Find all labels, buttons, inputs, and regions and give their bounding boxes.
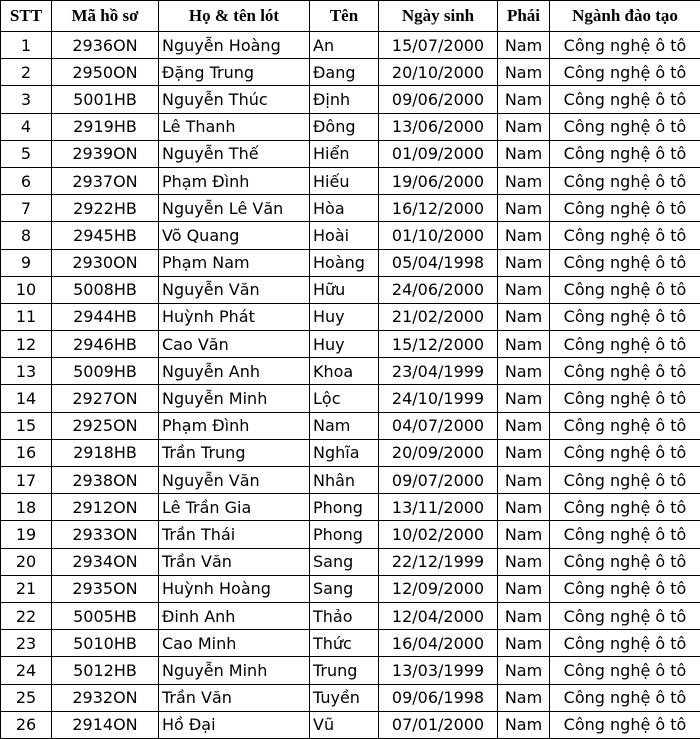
cell-stt: 25 <box>1 684 52 711</box>
cell-ma-ho-so: 5001HB <box>52 86 159 113</box>
cell-stt: 13 <box>1 358 52 385</box>
cell-stt: 4 <box>1 113 52 140</box>
cell-ngay-sinh: 22/12/1999 <box>379 548 498 575</box>
cell-ma-ho-so: 5009HB <box>52 358 159 385</box>
cell-nganh-dao-tao: Công nghệ ô tô <box>550 113 700 140</box>
table-row <box>1 140 700 167</box>
table-row <box>1 575 700 602</box>
cell-ma-ho-so: 2937ON <box>52 167 159 194</box>
cell-nganh-dao-tao: Công nghệ ô tô <box>550 385 700 412</box>
cell-ngay-sinh: 04/07/2000 <box>379 412 498 439</box>
cell-ho-ten-lot: Nguyễn Hoàng <box>159 32 310 59</box>
cell-ho-ten-lot: Trần Văn <box>159 684 310 711</box>
cell-stt: 26 <box>1 711 52 738</box>
cell-ho-ten-lot: Nguyễn Thế <box>159 140 310 167</box>
cell-ma-ho-so: 2946HB <box>52 331 159 358</box>
header-ngay-sinh: Ngày sinh <box>379 1 498 32</box>
cell-ho-ten-lot: Huỳnh Phát <box>159 303 310 330</box>
cell-ma-ho-so: 2945HB <box>52 222 159 249</box>
cell-ho-ten-lot: Võ Quang <box>159 222 310 249</box>
cell-nganh-dao-tao: Công nghệ ô tô <box>550 494 700 521</box>
cell-ho-ten-lot: Nguyễn Minh <box>159 657 310 684</box>
cell-nganh-dao-tao: Công nghệ ô tô <box>550 358 700 385</box>
table-row <box>1 684 700 711</box>
cell-stt: 21 <box>1 575 52 602</box>
cell-ngay-sinh: 09/06/2000 <box>379 86 498 113</box>
cell-ten: Tuyền <box>310 684 379 711</box>
header-ma-ho-so: Mã hồ sơ <box>52 1 159 32</box>
cell-ten: Đang <box>310 59 379 86</box>
cell-nganh-dao-tao: Công nghệ ô tô <box>550 249 700 276</box>
cell-ma-ho-so: 2914ON <box>52 711 159 738</box>
cell-nganh-dao-tao: Công nghệ ô tô <box>550 657 700 684</box>
header-phai: Phái <box>498 1 550 32</box>
table-row <box>1 439 700 466</box>
cell-ngay-sinh: 13/03/1999 <box>379 657 498 684</box>
cell-stt: 18 <box>1 494 52 521</box>
cell-nganh-dao-tao: Công nghệ ô tô <box>550 684 700 711</box>
cell-ho-ten-lot: Nguyễn Anh <box>159 358 310 385</box>
table-row <box>1 32 700 59</box>
cell-ma-ho-so: 2950ON <box>52 59 159 86</box>
cell-ten: Thức <box>310 630 379 657</box>
cell-phai: Nam <box>498 358 550 385</box>
cell-ngay-sinh: 24/10/1999 <box>379 385 498 412</box>
cell-nganh-dao-tao: Công nghệ ô tô <box>550 195 700 222</box>
cell-stt: 14 <box>1 385 52 412</box>
cell-ho-ten-lot: Lê Thanh <box>159 113 310 140</box>
cell-ngay-sinh: 13/06/2000 <box>379 113 498 140</box>
cell-phai: Nam <box>498 331 550 358</box>
table-row <box>1 303 700 330</box>
cell-nganh-dao-tao: Công nghệ ô tô <box>550 140 700 167</box>
table-row <box>1 521 700 548</box>
cell-stt: 7 <box>1 195 52 222</box>
table-row <box>1 548 700 575</box>
cell-ma-ho-so: 2933ON <box>52 521 159 548</box>
table-row <box>1 222 700 249</box>
table-row <box>1 711 700 738</box>
table-row <box>1 167 700 194</box>
cell-ngay-sinh: 12/09/2000 <box>379 575 498 602</box>
cell-ngay-sinh: 19/06/2000 <box>379 167 498 194</box>
cell-ten: Lộc <box>310 385 379 412</box>
cell-ma-ho-so: 5010HB <box>52 630 159 657</box>
cell-nganh-dao-tao: Công nghệ ô tô <box>550 521 700 548</box>
cell-phai: Nam <box>498 222 550 249</box>
cell-ngay-sinh: 20/09/2000 <box>379 439 498 466</box>
table-body <box>1 32 700 739</box>
cell-ho-ten-lot: Nguyễn Văn <box>159 276 310 303</box>
cell-phai: Nam <box>498 249 550 276</box>
cell-ho-ten-lot: Trần Văn <box>159 548 310 575</box>
cell-ma-ho-so: 2919HB <box>52 113 159 140</box>
cell-ma-ho-so: 5005HB <box>52 602 159 629</box>
cell-nganh-dao-tao: Công nghệ ô tô <box>550 711 700 738</box>
cell-ten: Nhân <box>310 467 379 494</box>
cell-ten: Sang <box>310 575 379 602</box>
table-row <box>1 657 700 684</box>
header-stt: STT <box>1 1 52 32</box>
cell-ma-ho-so: 2932ON <box>52 684 159 711</box>
cell-stt: 3 <box>1 86 52 113</box>
table-row <box>1 86 700 113</box>
cell-ma-ho-so: 2935ON <box>52 575 159 602</box>
cell-stt: 24 <box>1 657 52 684</box>
cell-ho-ten-lot: Cao Văn <box>159 331 310 358</box>
table-row <box>1 276 700 303</box>
cell-ngay-sinh: 15/07/2000 <box>379 32 498 59</box>
cell-phai: Nam <box>498 195 550 222</box>
cell-nganh-dao-tao: Công nghệ ô tô <box>550 630 700 657</box>
cell-stt: 11 <box>1 303 52 330</box>
cell-ma-ho-so: 5012HB <box>52 657 159 684</box>
cell-stt: 2 <box>1 59 52 86</box>
cell-ngay-sinh: 21/02/2000 <box>379 303 498 330</box>
cell-ngay-sinh: 15/12/2000 <box>379 331 498 358</box>
cell-phai: Nam <box>498 602 550 629</box>
cell-phai: Nam <box>498 439 550 466</box>
cell-ten: Phong <box>310 521 379 548</box>
cell-ho-ten-lot: Nguyễn Lê Văn <box>159 195 310 222</box>
cell-ngay-sinh: 23/04/1999 <box>379 358 498 385</box>
cell-nganh-dao-tao: Công nghệ ô tô <box>550 32 700 59</box>
cell-ngay-sinh: 01/09/2000 <box>379 140 498 167</box>
table-row <box>1 630 700 657</box>
table-row <box>1 358 700 385</box>
cell-stt: 9 <box>1 249 52 276</box>
cell-phai: Nam <box>498 385 550 412</box>
cell-ho-ten-lot: Cao Minh <box>159 630 310 657</box>
cell-stt: 6 <box>1 167 52 194</box>
cell-ngay-sinh: 24/06/2000 <box>379 276 498 303</box>
cell-ten: Nghĩa <box>310 439 379 466</box>
cell-stt: 1 <box>1 32 52 59</box>
table-row <box>1 195 700 222</box>
cell-ho-ten-lot: Nguyễn Văn <box>159 467 310 494</box>
cell-ten: Hòa <box>310 195 379 222</box>
cell-ma-ho-so: 2939ON <box>52 140 159 167</box>
cell-nganh-dao-tao: Công nghệ ô tô <box>550 167 700 194</box>
cell-ma-ho-so: 2930ON <box>52 249 159 276</box>
table-row <box>1 494 700 521</box>
cell-ngay-sinh: 05/04/1998 <box>379 249 498 276</box>
cell-ten: Sang <box>310 548 379 575</box>
cell-phai: Nam <box>498 59 550 86</box>
cell-ngay-sinh: 01/10/2000 <box>379 222 498 249</box>
cell-nganh-dao-tao: Công nghệ ô tô <box>550 602 700 629</box>
cell-ho-ten-lot: Phạm Đình <box>159 412 310 439</box>
cell-ten: Hoàng <box>310 249 379 276</box>
cell-ho-ten-lot: Phạm Đình <box>159 167 310 194</box>
cell-ngay-sinh: 09/06/1998 <box>379 684 498 711</box>
cell-stt: 12 <box>1 331 52 358</box>
cell-ten: An <box>310 32 379 59</box>
cell-ma-ho-so: 2936ON <box>52 32 159 59</box>
cell-ten: Hiếu <box>310 167 379 194</box>
cell-phai: Nam <box>498 32 550 59</box>
cell-ten: Đông <box>310 113 379 140</box>
cell-phai: Nam <box>498 86 550 113</box>
cell-ten: Định <box>310 86 379 113</box>
cell-ma-ho-so: 2925ON <box>52 412 159 439</box>
cell-ma-ho-so: 2938ON <box>52 467 159 494</box>
cell-ten: Phong <box>310 494 379 521</box>
cell-ten: Thảo <box>310 602 379 629</box>
cell-ngay-sinh: 09/07/2000 <box>379 467 498 494</box>
cell-phai: Nam <box>498 467 550 494</box>
cell-phai: Nam <box>498 494 550 521</box>
cell-nganh-dao-tao: Công nghệ ô tô <box>550 303 700 330</box>
cell-stt: 5 <box>1 140 52 167</box>
cell-ho-ten-lot: Nguyễn Thúc <box>159 86 310 113</box>
cell-ngay-sinh: 07/01/2000 <box>379 711 498 738</box>
table-row <box>1 331 700 358</box>
cell-ngay-sinh: 16/12/2000 <box>379 195 498 222</box>
cell-ho-ten-lot: Lê Trần Gia <box>159 494 310 521</box>
cell-ma-ho-so: 2922HB <box>52 195 159 222</box>
cell-ma-ho-so: 2944HB <box>52 303 159 330</box>
cell-phai: Nam <box>498 113 550 140</box>
header-ho-ten-lot: Họ & tên lót <box>159 1 310 32</box>
cell-stt: 17 <box>1 467 52 494</box>
table-row <box>1 113 700 140</box>
cell-ten: Hoài <box>310 222 379 249</box>
cell-stt: 20 <box>1 548 52 575</box>
cell-nganh-dao-tao: Công nghệ ô tô <box>550 439 700 466</box>
cell-ten: Huy <box>310 303 379 330</box>
cell-ten: Hiển <box>310 140 379 167</box>
cell-phai: Nam <box>498 548 550 575</box>
cell-ma-ho-so: 2918HB <box>52 439 159 466</box>
table-row <box>1 467 700 494</box>
cell-ho-ten-lot: Huỳnh Hoàng <box>159 575 310 602</box>
header-nganh-dao-tao: Ngành đào tạo <box>550 1 700 32</box>
cell-nganh-dao-tao: Công nghệ ô tô <box>550 331 700 358</box>
cell-phai: Nam <box>498 657 550 684</box>
cell-nganh-dao-tao: Công nghệ ô tô <box>550 575 700 602</box>
cell-nganh-dao-tao: Công nghệ ô tô <box>550 467 700 494</box>
cell-ngay-sinh: 10/02/2000 <box>379 521 498 548</box>
cell-ho-ten-lot: Đinh Anh <box>159 602 310 629</box>
cell-ngay-sinh: 20/10/2000 <box>379 59 498 86</box>
cell-ma-ho-so: 2934ON <box>52 548 159 575</box>
cell-nganh-dao-tao: Công nghệ ô tô <box>550 222 700 249</box>
table-row <box>1 602 700 629</box>
header-row <box>1 1 700 32</box>
cell-phai: Nam <box>498 630 550 657</box>
cell-ho-ten-lot: Hồ Đại <box>159 711 310 738</box>
table-row <box>1 385 700 412</box>
cell-ngay-sinh: 12/04/2000 <box>379 602 498 629</box>
cell-phai: Nam <box>498 276 550 303</box>
cell-ten: Hữu <box>310 276 379 303</box>
cell-phai: Nam <box>498 575 550 602</box>
cell-ho-ten-lot: Trần Thái <box>159 521 310 548</box>
cell-stt: 22 <box>1 602 52 629</box>
cell-stt: 19 <box>1 521 52 548</box>
cell-ma-ho-so: 2927ON <box>52 385 159 412</box>
cell-ngay-sinh: 13/11/2000 <box>379 494 498 521</box>
cell-ten: Khoa <box>310 358 379 385</box>
table-row <box>1 412 700 439</box>
cell-ho-ten-lot: Phạm Nam <box>159 249 310 276</box>
cell-ma-ho-so: 2912ON <box>52 494 159 521</box>
cell-stt: 15 <box>1 412 52 439</box>
table-row <box>1 59 700 86</box>
cell-ho-ten-lot: Nguyễn Minh <box>159 385 310 412</box>
cell-ten: Trung <box>310 657 379 684</box>
cell-ten: Huy <box>310 331 379 358</box>
cell-ngay-sinh: 16/04/2000 <box>379 630 498 657</box>
cell-phai: Nam <box>498 167 550 194</box>
cell-phai: Nam <box>498 412 550 439</box>
cell-phai: Nam <box>498 684 550 711</box>
cell-phai: Nam <box>498 711 550 738</box>
cell-nganh-dao-tao: Công nghệ ô tô <box>550 548 700 575</box>
cell-nganh-dao-tao: Công nghệ ô tô <box>550 276 700 303</box>
cell-ten: Vũ <box>310 711 379 738</box>
cell-ten: Nam <box>310 412 379 439</box>
cell-stt: 16 <box>1 439 52 466</box>
cell-ho-ten-lot: Trần Trung <box>159 439 310 466</box>
cell-phai: Nam <box>498 521 550 548</box>
cell-stt: 10 <box>1 276 52 303</box>
cell-phai: Nam <box>498 303 550 330</box>
cell-stt: 8 <box>1 222 52 249</box>
cell-phai: Nam <box>498 140 550 167</box>
header-ten: Tên <box>310 1 379 32</box>
table-row <box>1 249 700 276</box>
cell-nganh-dao-tao: Công nghệ ô tô <box>550 86 700 113</box>
cell-ho-ten-lot: Đặng Trung <box>159 59 310 86</box>
table-header <box>1 1 700 32</box>
cell-stt: 23 <box>1 630 52 657</box>
cell-ma-ho-so: 5008HB <box>52 276 159 303</box>
cell-nganh-dao-tao: Công nghệ ô tô <box>550 59 700 86</box>
cell-nganh-dao-tao: Công nghệ ô tô <box>550 412 700 439</box>
